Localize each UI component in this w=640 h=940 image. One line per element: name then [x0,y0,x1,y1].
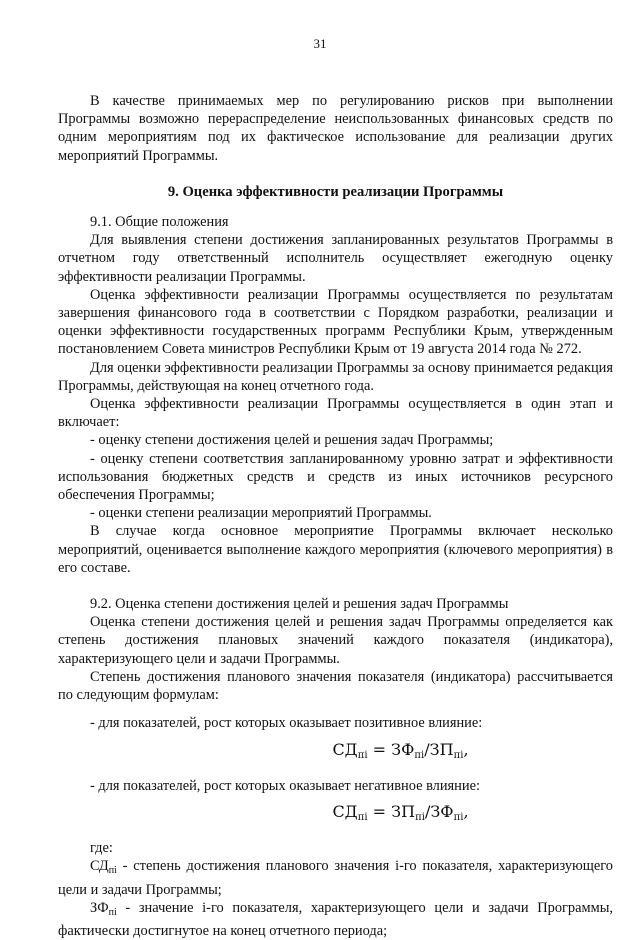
formula-negative: $СД_{пi} = ЗП_{пi}/ЗФ_{пi}$, [332,801,469,823]
paragraph-9-1-1: Для выявления степени достижения запланированных результатов Программы в отчетном году ответственный исполнитель осуществляет ежегодную оценку эффективности реализации Программы. [58,232,613,285]
page-number: 31 [313,36,327,51]
negative-indicator-label: - для показателей, рост которых оказывает негативное влияние: [90,777,480,794]
paragraph-9-1-5: В случае когда основное мероприятие Программы включает несколько мероприятий, оценивается выполнение каждого мероприятия (ключевого мероприятия) в его составе. [58,523,613,576]
paragraph-9-1-4: Оценка эффективности реализации Программы осуществляется в один этап и включает: [58,396,613,431]
document-body [58,92,613,940]
paragraph-9-1-3: Для оценки эффективности реализации Программы за основу принимается редакция Программы, действующая на конец отчетного года. [58,359,613,394]
definition-sd: $СД_{пi}$ - степень достижения планового значения i-го показателя, характеризующего цели и задачи Программы; [58,858,613,898]
formula-positive: $СД_{пi} = ЗФ_{пi}/ЗП_{пi}$, [332,739,469,761]
positive-indicator-label: - для показателей, рост которых оказывает позитивное влияние: [90,715,483,732]
where-label: где: [90,840,113,857]
intro-paragraph: В качестве принимаемых мер по регулированию рисков при выполнении Программы возможно перераспределение неиспользованных финансовых средств по одним мероприятиям под их фактическое использование для реализации других мероприятий Программы. [58,93,613,164]
list-item-2: - оценку степени соответствия запланированному уровню затрат и эффективности использования бюджетных средств и средств из иных источников ресурсного обеспечения Программы; [58,450,613,504]
list-item-1: - оценку степени достижения целей и решения задач Программы; [90,432,494,449]
list-item-3: - оценки степени реализации мероприятий Программы. [90,505,432,522]
paragraph-9-2-1: Оценка степени достижения целей и решения задач Программы определяется как степень достижения плановых значений каждого показателя (индикатора), характеризующего цели и задачи Программы. [58,614,613,667]
subsection-9-2-title: 9.2. Оценка степени достижения целей и решения задач Программы [90,596,509,613]
section-heading: 9. Оценка эффективности реализации Программы [167,183,504,200]
subsection-9-1-title: 9.1. Общие положения [90,214,229,231]
paragraph-9-1-2: Оценка эффективности реализации Программы осуществляется по результатам завершения финансового года в соответствии с Порядком разработки, реализации и оценки эффективности государственных программ Республики Крым, утвержденным постановлением Совета министров Республики Крым от 19 августа 2014 года № 272. [58,286,613,358]
paragraph-9-2-2: Степень достижения планового значения показателя (индикатора) рассчитывается по следующим формулам: [58,668,613,704]
definition-zf: $ЗФ_{пi}$ - значение i-го показателя, характеризующего цели и задачи Программы, фактически достигнутое на конец отчетного периода; [58,899,613,939]
